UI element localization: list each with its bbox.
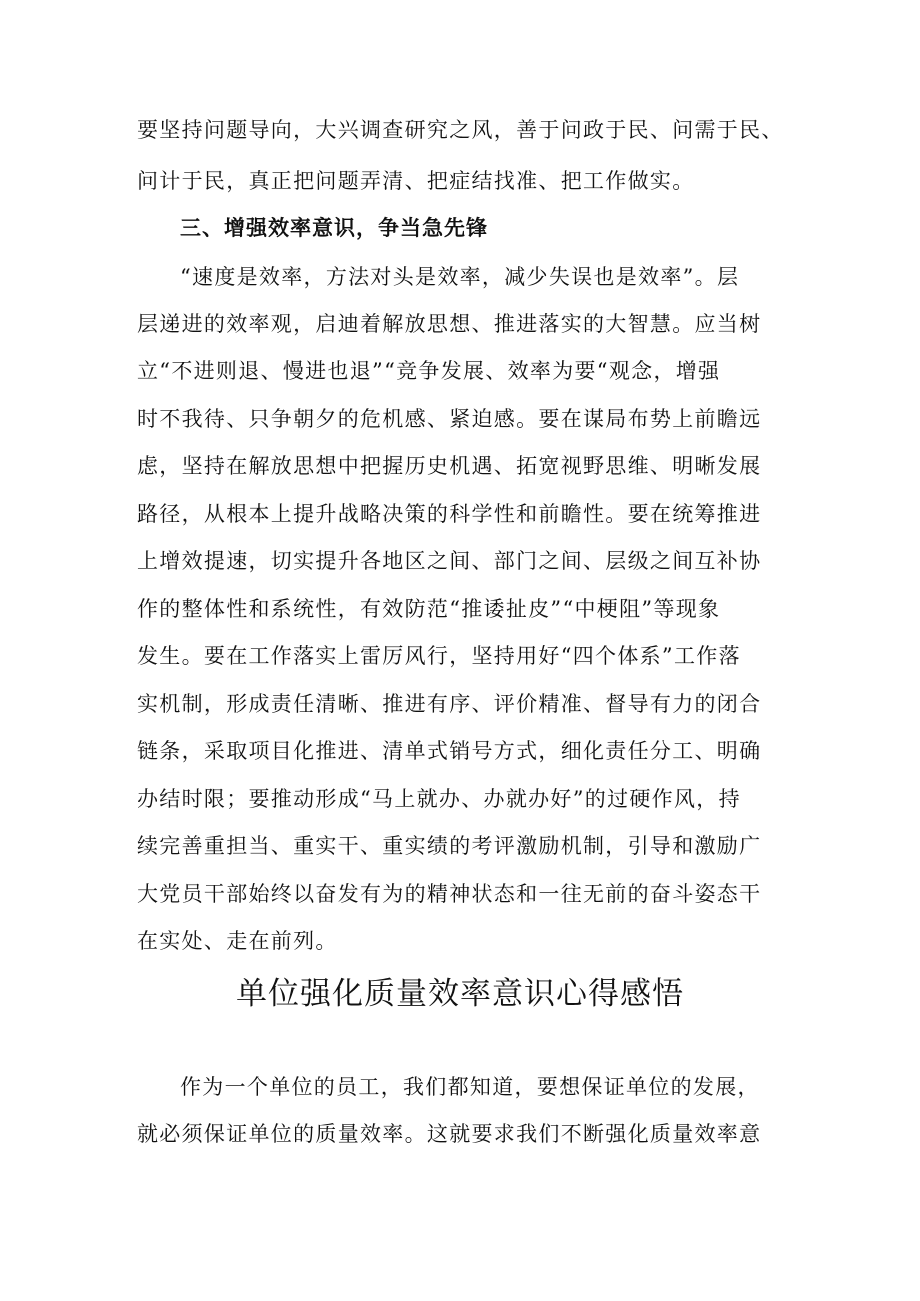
paragraph-line: 作的整体性和系统性，有效防范“推诿扯皮”“中梗阻”等现象 [137, 597, 721, 621]
paragraph-line: 问计于民，真正把问题弄清、把症结找准、把工作做实。 [137, 169, 695, 193]
paragraph-line: 在实处、走在前列。 [137, 929, 338, 953]
article-title: 单位强化质量效率意识心得感悟 [236, 976, 684, 1012]
paragraph-line: 要坚持问题导向，大兴调查研究之风，善于问政于民、问需于民、 [137, 118, 784, 142]
paragraph-line: 链条，采取项目化推进、清单式销号方式，细化责任分工、明确 [137, 739, 762, 763]
paragraph-line: 就必须保证单位的质量效率。这就要求我们不断强化质量效率意 [137, 1122, 762, 1146]
paragraph-line: 实机制，形成责任清晰、推进有序、评价精准、督导有力的闭合 [137, 692, 762, 716]
paragraph-line: 层递进的效率观，启迪着解放思想、推进落实的大智慧。应当树 [137, 312, 762, 336]
paragraph-line: “速度是效率，方法对头是效率，减少失误也是效率”。层 [180, 265, 740, 289]
paragraph-line: 虑，坚持在解放思想中把握历史机遇、拓宽视野思维、明晰发展 [137, 454, 762, 478]
paragraph-line: 上增效提速，切实提升各地区之间、部门之间、层级之间互补协 [137, 549, 762, 573]
paragraph-line: 路径，从根本上提升战略决策的科学性和前瞻性。要在统筹推进 [137, 502, 762, 526]
paragraph-line: 大党员干部始终以奋发有为的精神状态和一往无前的奋斗姿态干 [137, 882, 762, 906]
paragraph-line: 立“不进则退、慢进也退”“竞争发展、效率为要“观念，增强 [137, 359, 721, 383]
paragraph-line: 作为一个单位的员工，我们都知道，要想保证单位的发展， [180, 1075, 760, 1099]
paragraph-line: 续完善重担当、重实干、重实绩的考评激励机制，引导和激励广 [137, 834, 762, 858]
paragraph-line: 发生。要在工作落实上雷厉风行，坚持用好“四个体系”工作落 [137, 644, 741, 668]
paragraph-line: 办结时限；要推动形成“马上就办、办就办好”的过硬作风，持 [137, 787, 741, 811]
paragraph-line: 时不我待、只争朝夕的危机感、紧迫感。要在谋局布势上前瞻远 [137, 407, 762, 431]
section-heading: 三、增强效率意识，争当急先锋 [180, 216, 488, 240]
